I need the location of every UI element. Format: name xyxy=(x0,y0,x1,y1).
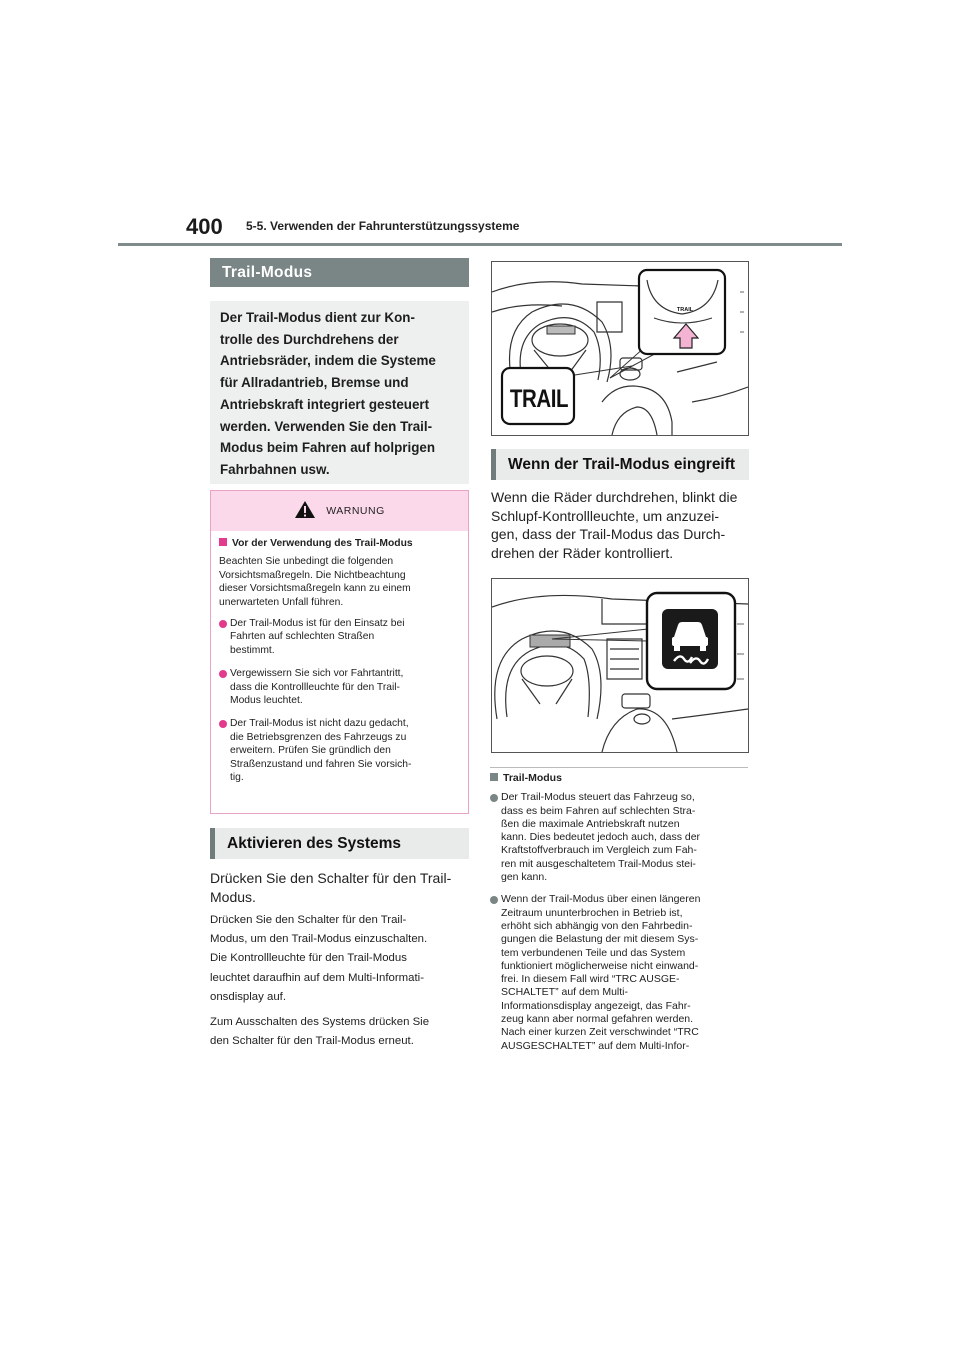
warning-header xyxy=(211,491,468,531)
square-bullet-icon xyxy=(490,773,498,781)
bullet-dot-icon xyxy=(490,896,498,904)
note-divider xyxy=(490,767,748,768)
slip-indicator-figure xyxy=(491,578,749,753)
trail-button-label: TRAIL xyxy=(509,384,569,413)
aktivieren-lead: Drücken Sie den Schalter für den Trail- Modus. xyxy=(210,870,452,905)
intro-line: trolle des Durchdrehens der xyxy=(220,331,399,347)
intro-line: Antriebsräder, indem die Systeme xyxy=(220,353,436,369)
aktivieren-para1: Drücken Sie den Schalter für den Trail- Modus, um den Trail-Modus einzuschalten. Die Kontrollleuchte für den Trail-Modus leuchtet daraufhin auf dem Multi-Informati- onsdisplay auf. xyxy=(210,914,428,1003)
dashboard-slip-illustration xyxy=(492,579,748,752)
trail-inset-label: TRAIL xyxy=(676,307,694,313)
intro-line: Antriebskraft integriert gesteuert xyxy=(220,396,430,412)
note-bullet: Der Trail-Modus steuert das Fahrzeug so, dass es beim Fahren auf schlechten Stra- ßen die maximale Antriebskraft nutzen kann. Dies bedeutet jedoch auch, dass der Kraftstoffverbrauch im Vergleich zum Fah- ren mit ausgeschaltetem Trail-Modus stei- gen kann. xyxy=(490,791,748,884)
warning-bullet: Der Trail-Modus ist für den Einsatz bei Fahrten auf schlechten Straßen bestimmt. xyxy=(219,617,460,657)
intro-line: Fahrbahnen usw. xyxy=(220,461,330,477)
warning-triangle-icon xyxy=(294,500,316,522)
chapter-title: 5-5. Verwenden der Fahrunterstützungssysteme xyxy=(246,219,520,233)
section-title-trail-modus: Trail-Modus xyxy=(210,258,469,287)
bullet-dot-icon xyxy=(490,794,498,802)
page-number: 400 xyxy=(186,214,223,239)
intro-line: Der Trail-Modus dient zur Kon- xyxy=(220,310,415,325)
intro-line: werden. Verwenden Sie den Trail- xyxy=(220,418,433,434)
eingreift-lead: Wenn die Räder durchdrehen, blinkt die Schlupf-Kontrollleuchte, um anzuzei- gen, dass der Trail-Modus das Durch- drehen der Räder kontrolliert. xyxy=(491,489,738,561)
section-title-aktivieren: Aktivieren des Systems xyxy=(210,828,469,859)
header-divider xyxy=(118,243,842,246)
warning-box xyxy=(210,490,469,814)
intro-line: Modus beim Fahren auf holprigen xyxy=(220,440,436,456)
warning-subtitle: Vor der Verwendung des Trail-Modus xyxy=(219,537,460,550)
warning-bullet: Vergewissern Sie sich vor Fahrtantritt, dass die Kontrollleuchte für den Trail- Modus leuchtet. xyxy=(219,667,460,707)
bullet-dot-icon xyxy=(219,720,227,728)
section-title-eingreift: Wenn der Trail-Modus eingreift xyxy=(491,449,749,480)
bullet-dot-icon xyxy=(219,670,227,678)
trail-switch-figure xyxy=(491,261,749,436)
warning-text: Beachten Sie unbedingt die folgenden Vorsichtsmaßregeln. Die Nichtbeachtung dieser Vorsichtsmaßregeln kann zu einem unerwarteten Unfall führen. xyxy=(219,556,411,608)
warning-label: WARNUNG xyxy=(326,505,385,517)
intro-box xyxy=(210,301,469,484)
slip-indicator-icon xyxy=(662,609,718,669)
aktivieren-para2: Zum Ausschalten des Systems drücken Sie den Schalter für den Trail-Modus erneut. xyxy=(210,1016,430,1048)
bullet-dot-icon xyxy=(219,620,227,628)
warning-bullet: Der Trail-Modus ist nicht dazu gedacht, die Betriebsgrenzen des Fahrzeugs zu erweitern. Prüfen Sie gründlich den Straßenzustand und fahren Sie vorsich- tig. xyxy=(219,717,460,784)
note-bullet: Wenn der Trail-Modus über einen längeren Zeitraum ununterbrochen in Betrieb ist, erhöht sich abhängig von den Fahrbedin- gungen die Belastung der mit diesem Sys- tem verbundenen Teile und das System funktioniert möglicherweise nicht einwand- frei. In diesem Fall wird “TRC AUSGE- SCHALTET” auf dem Multi- Informationsdisplay angezeigt, das Fahr- zeug kann aber normal gefahren werden. Nach einer kurzen Zeit verschwindet “TRC AUSGESCHALTET” auf dem Multi-Infor- xyxy=(490,893,748,1053)
intro-line: für Allradantrieb, Bremse und xyxy=(220,375,409,391)
note-title: Trail-Modus xyxy=(490,772,748,785)
note-section xyxy=(490,772,748,1053)
square-bullet-icon xyxy=(219,538,227,546)
